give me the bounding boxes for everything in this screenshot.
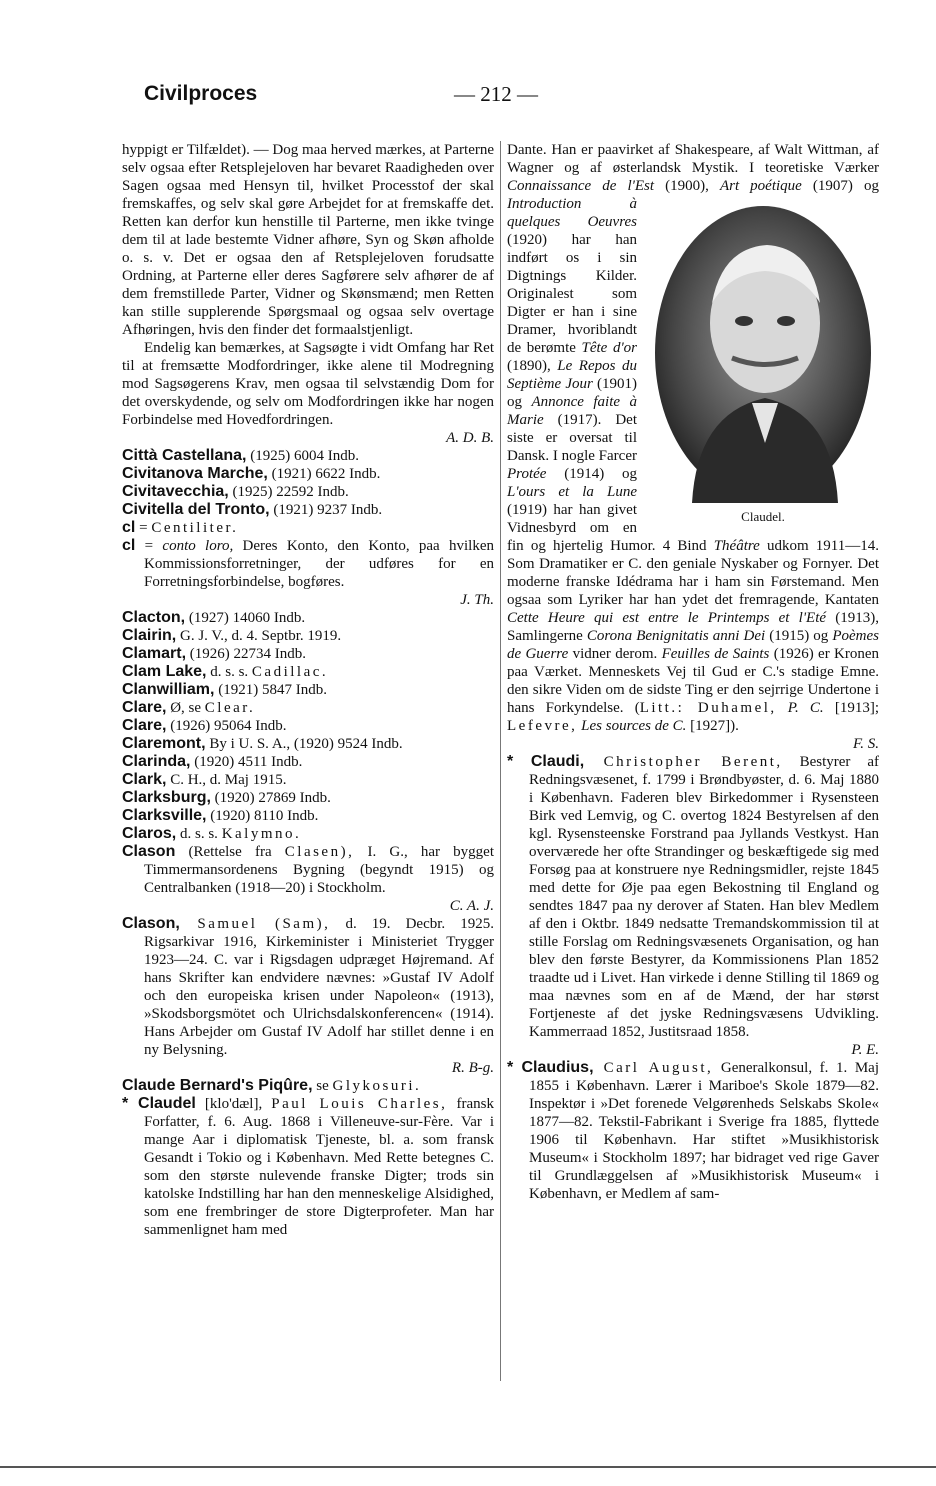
headword: Civitella del Tronto, — [122, 501, 270, 518]
entry-clare: Clare, (1926) 95064 Indb. — [122, 717, 287, 734]
entry-civitanova-marche: Civitanova Marche, (1921) 6622 Indb. — [122, 465, 381, 482]
headword: Claude Bernard's Piqûre, — [122, 1077, 313, 1094]
headword: cl — [122, 537, 136, 554]
entry-cl-conto-loro: cl = conto loro, Deres Konto, den Konto, paa hvilken Kommissionsforretninger, der udføres for en Forretningsforbindelse, bogføres. — [122, 537, 494, 590]
headword: Clare, — [122, 699, 167, 716]
page-number: — 212 — — [454, 82, 538, 106]
entry-clairin: Clairin, G. J. V., d. 4. Septbr. 1919. — [122, 627, 342, 644]
running-header — [144, 82, 884, 112]
headword: Clanwilliam, — [122, 681, 215, 698]
headword: Clam Lake, — [122, 663, 207, 680]
entry-clam-lake: Clam Lake, d. s. s. Cadillac. — [122, 663, 329, 680]
entry-clarinda: Clarinda, (1920) 4511 Indb. — [122, 753, 303, 770]
headword: Clacton, — [122, 609, 186, 626]
signature: P. E. — [851, 1042, 879, 1058]
headword: Clairin, — [122, 627, 177, 644]
entry-clarksville: Clarksville, (1920) 8110 Indb. — [122, 807, 319, 824]
entry-clarksburg: Clarksburg, (1920) 27869 Indb. — [122, 789, 331, 806]
entry-clanwilliam: Clanwilliam, (1921) 5847 Indb. — [122, 681, 327, 698]
headword: * Claudi, — [507, 753, 585, 770]
left-column — [122, 141, 494, 1239]
entry-clamart: Clamart, (1926) 22734 Indb. — [122, 645, 307, 662]
signature: A. D. B. — [446, 430, 494, 446]
column-divider — [500, 141, 501, 1381]
entry-clark: Clark, C. H., d. Maj 1915. — [122, 771, 287, 788]
entry-civitella-del-tronto: Civitella del Tronto, (1921) 9237 Indb. — [122, 501, 383, 518]
entry-claros: Claros, d. s. s. Kalymno. — [122, 825, 302, 842]
entry-civita-castellana: Città Castellana, (1925) 6004 Indb. — [122, 447, 359, 464]
signature: R. B-g. — [451, 1060, 494, 1076]
portrait-caption: Claudel. — [741, 509, 785, 524]
entry-claude-bernard: Claude Bernard's Piqûre, se Glykosuri. — [122, 1077, 422, 1094]
headword: Claros, — [122, 825, 177, 842]
entry-claudel: * Claudel [klo'dæl], Paul Louis Charles, fransk Forfatter, f. 6. Aug. 1868 i Villeneuve-sur-Fère. Var i mange Aar i diplomatisk Tjeneste, bl. a. som fransk Gesandt i Tokio og i København. Med Rette betegnes C. som den største nulevende franske Digter; trods sin katolske Indstilling har han den menneskelige Alsidighed, som ene frembringer de store Digterprofeter. Man har sammenlignet ham med — [122, 1095, 494, 1238]
headword: Clarksville, — [122, 807, 207, 824]
entry-claudius: * Claudius, Carl August, Generalkonsul, f. 1. Maj 1855 i København. Lærer i Mariboe's Skole 1879—82. Inspektør i »Det forenede Velgørenheds Selskabs Skole« 1877—82. Tekstil-Fabrikant i Sverige fra 1885, flyttede 1906 til København. Har stiftet »Musikhistorisk Museum« i Stockholm 1897; har bidraget ved rige Gaver til Grundlæggelsen af »Musikhistorisk Museum« i København, er Medlem af sam- — [507, 1059, 879, 1202]
paragraph: hyppigt er Tilfældet). — Dog maa herved mærkes, at Parterne selv ogsaa efter Retsplejeloven har bevaret Raadigheden over Sagen ogsaa med Hensyn til, hvilket Processtof der skal fremskaffes, og selv skal gøre Arbejdet for at fremskaffe det. Retten kan derfor kun henstille til Parterne, men ikke tvinge dem til at lade bestemte Vidner afhøre, Syn og Skøn afholde o. s. v. Det er ogsaa den af Retsplejeloven forudsatte Ordning, at Parterne eller deres Sagførere selv afhører de af dem fremstillede Parter, Vidner og Skønsmænd; men Retten kan stille supplerende Spørgsmaal og ogsaa selv overtage Afhøringen, hvis den finder det formaalstjenligt. — [122, 142, 495, 338]
headword: cl — [122, 519, 136, 536]
headword: Civitanova Marche, — [122, 465, 268, 482]
bottom-rule — [0, 1466, 936, 1468]
signature: C. A. J. — [449, 898, 494, 914]
headword: Clark, — [122, 771, 167, 788]
headword: Clarksburg, — [122, 789, 211, 806]
paragraph-claudel-cont: Dante. Han er paavirket af Shakespeare, af Walt Wittman, af Wagner og af østerlandsk Mystik. I teoretiske Værker Connaissance de l'Est Claudel. (1900), Art poétique (1907) og Introduction à quelques Oeuvres (1920) har han indført os i sin Digtnings Kilder. Originalest som Digter er han i sine Dramer, hvoriblandt de berømte Tête d'or (1890), Le Repos du Septième Jour (1901) og Annonce faite à Marie (1917). Det siste er oversat til Dansk. I nogle Farcer Protée (1914) og L'ours et la Lune (1919) har han givet Vidnesbyrd om en fin og hjertelig Humor. 4 Bind Théâtre udkom 1911—14. Som Dramatiker er C. den geniale Nyskaber og Fornyer. Det moderne franske Idédrama har i ham sin Førstemand. Men ogsaa som Lyriker har han ydet det fremragende, Kantaten Cette Heure qui est entre le Printemps et l'Eté (1913), Samlingerne Corona Benignitatis anni Dei (1915) og Poèmes de Guerre vidner derom. Feuilles de Saints (1926) er Kronen paa Værket. Menneskets Vej til Gud er C.'s stadige Emne. den sikre Viden om de sidste Ting er den sejrrige Undertone i hans Forkyndelse. (Litt.: Duhamel, P. C. [1913]; Lefevre, Les sources de C. [1927]). — [507, 142, 879, 734]
right-column — [507, 141, 879, 1203]
portrait-figure — [647, 203, 879, 526]
entry-clason-ig: Clason (Rettelse fra Clasen), I. G., har bygget Timmermansordenens Bygning (begyndt 1915) og Centralbanken (1918—20) i Stockholm. — [122, 843, 494, 896]
signature: F. S. — [853, 736, 879, 752]
entry-clare-island: Clare, Ø, se Clear. — [122, 699, 256, 716]
headword: Claremont, — [122, 735, 206, 752]
headword: * Claudel — [122, 1095, 196, 1112]
portrait-image — [652, 203, 874, 503]
entry-clacton: Clacton, (1927) 14060 Indb. — [122, 609, 306, 626]
headword: * Claudius, — [507, 1059, 594, 1076]
signature: J. Th. — [460, 592, 494, 608]
entry-civitavecchia: Civitavecchia, (1925) 22592 Indb. — [122, 483, 349, 500]
headword: Clamart, — [122, 645, 187, 662]
entry-cl-centiliter: cl = Centiliter. — [122, 519, 239, 536]
headword: Clarinda, — [122, 753, 191, 770]
entry-claremont: Claremont, By i U. S. A., (1920) 9524 Indb. — [122, 735, 403, 752]
entry-clason-samuel: Clason, Samuel (Sam), d. 19. Decbr. 1925. Rigsarkivar 1916, Kirkeminister i Ministeriet Trygger 1923—24. C. var i Rigsdagen udpræget Højremand. Af hans Skrifter kan endvidere nævnes: »Gustaf IV Adolf och den europeiska krisen under Napoleon« (1913), »Skodsborgsmötet och Ulrichsdalskonferencen« (1914). Hans Arbejder om Gustaf IV Adolf har stillet denne i en ny Belysning. — [122, 915, 494, 1058]
headword: Clare, — [122, 717, 167, 734]
headword: Città Castellana, — [122, 447, 247, 464]
section-title: Civilproces — [144, 82, 258, 105]
headword: Clason — [122, 843, 176, 860]
headword: Clason, — [122, 915, 180, 932]
entry-claudi: * Claudi, Christopher Berent, Bestyrer af Redningsvæsenet, f. 1799 i Brøndbyøster, d. 6. Maj 1880 i København. Faderen blev Birkedommer i Rysensteen Birk ved Lemvig, og C. overtog 1824 Bestyrelsen af den kgl. Rysensteenske Forstrand paa Jyllands Vestkyst. Han overværede her ofte Strandinger og beskæftigede sig med Forsøg paa at konstruere nye Redningsmidler, rejste 1845 med dette for Øje paa egen Bekostning til England og sendtes 1847 paa ny derover af Staten. Han blev Medlem af den i Oktbr. 1849 nedsatte Tremandskommission til at stille Forslag om Redningsvæsenets Organisation, og han blev den første Bestyrer, da Kommissionens Plan 1852 traadte ud i Livet. Han virkede i denne Stilling til 1869 og maa nævnes som en af de Mænd, der har størst Fortjeneste af det jyske Redningsvæsens Udvikling. Kammerraad 1852, Justitsraad 1858. — [507, 753, 880, 1040]
paragraph: Endelig kan bemærkes, at Sagsøgte i vidt Omfang har Ret til at fremsætte Modfordringer, ikke alene til Modregning mod Sagsøgerens Krav, men ogsaa til selvstændig Dom for det overskydende, og selv om Modfordringen ikke har nogen Forbindelse med Hovedfordringen. — [122, 340, 494, 428]
headword: Civitavecchia, — [122, 483, 229, 500]
